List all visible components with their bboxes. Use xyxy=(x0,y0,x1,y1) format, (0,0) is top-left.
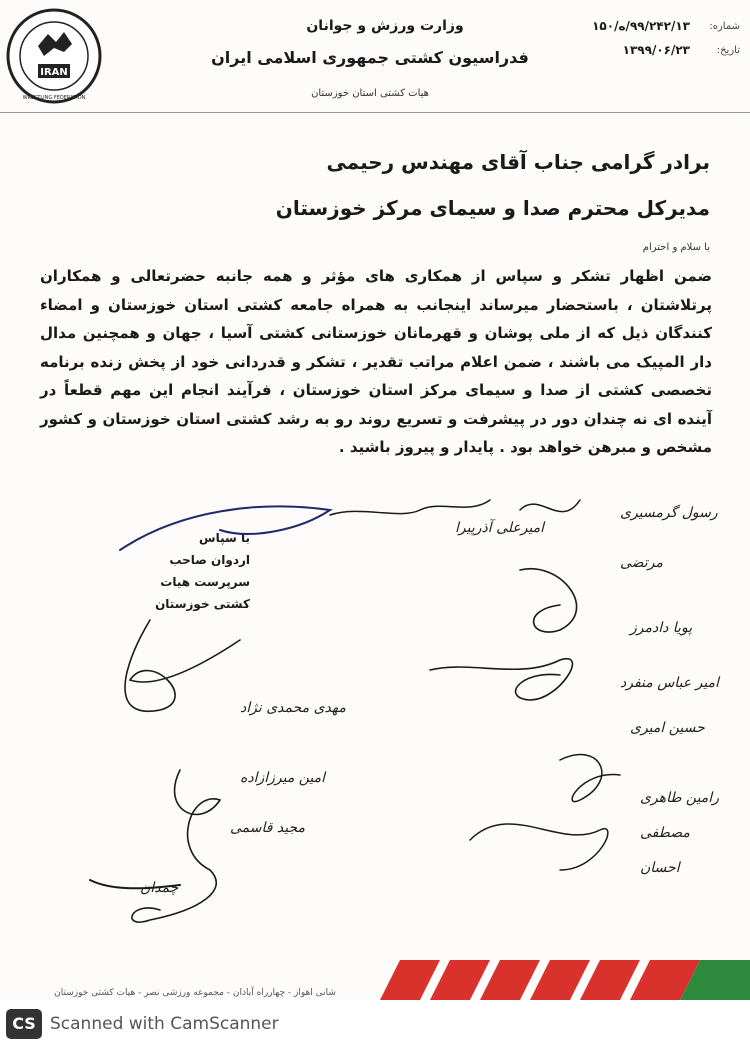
signature-label-10: چمدان xyxy=(140,880,179,896)
recipient-line-2: مدیرکل محترم صدا و سیمای مرکز خوزستان xyxy=(275,196,710,220)
sender-title: سرپرست هیات کشتی خوزستان xyxy=(155,575,250,611)
footer-address: شانی اهواز - چهارراه آبادان - مجموعه ورزشی نصر - هیات کشتی خوزستان xyxy=(54,988,336,998)
sender-closing: با سپاس xyxy=(199,531,250,545)
ministry-name: وزارت ورزش و جوانان xyxy=(306,18,464,34)
signature-label-11: مصطفی xyxy=(640,825,690,841)
signature-label-1: رسول گرمسیری xyxy=(620,505,718,521)
signature-label-7: امین میرزازاده xyxy=(240,770,326,786)
number-label: شماره: xyxy=(709,20,740,32)
signature-label-5: حسین امیری xyxy=(630,720,705,736)
federation-name: فدراسیون کشتی جمهوری اسلامی ایران xyxy=(211,48,529,67)
camscanner-label: Scanned with CamScanner xyxy=(50,1013,279,1034)
signature-label-8: مجید قاسمی xyxy=(230,820,306,836)
date-label: تاریخ: xyxy=(716,44,740,56)
greeting: با سلام و احترام xyxy=(642,242,710,253)
signature-label-4: امیر عباس منفرد xyxy=(620,675,719,691)
recipient-line-1: برادر گرامی جناب آقای مهندس رحیمی xyxy=(326,150,710,174)
number-row xyxy=(520,14,740,38)
letter-number: ۹۹/۲۴۲/۱۳/ه/۱۵۰ xyxy=(592,19,690,33)
signature-label-13: امیرعلی آذرپیرا xyxy=(455,520,545,536)
header-divider xyxy=(0,112,750,113)
signature-label-2: مرتضی xyxy=(620,555,663,571)
signature-label-9: رامین طاهری xyxy=(640,790,719,806)
logo-text: IRAN xyxy=(40,67,68,78)
letter-body: ضمن اظهار تشکر و سپاس از همکاری های مؤثر و همه جانبه حضرتعالی و همکاران پرتلاشتان ، باستحضار میرساند اینجانب به همراه جامعه کشتی استان خوزستان و امضاء کنندگان ذیل که از ملی پوشان و قهرمانان خوزستانی کشتی آسیا ، جهان و همچنین مدال دار المپیک می باشند ، ضمن اعلام مراتب تقدیر ، تشکر و قدردانی خود از پخش زنده برنامه تخصصی کشتی از صدا و سیمای مرکز استان خوزستان ، فرآیند انجام این مهم قطعاً در آینده ای نه چندان دور در پیشرفت و تسریع روند رو به رشد کشتی استان خوزستان و کشور مشخص و مبرهن خواهد بود . پایدار و پیروز باشید . xyxy=(40,267,712,456)
board-name: هیات کشتی استان خوزستان xyxy=(311,88,429,99)
camscanner-icon: CS xyxy=(6,1009,42,1039)
wrestling-federation-logo xyxy=(4,6,104,106)
signature-label-3: پویا دادمرز xyxy=(630,620,693,636)
reference-block xyxy=(520,14,740,62)
signature-label-6: مهدی محمدی نژاد xyxy=(240,700,346,716)
signature-label-12: احسان xyxy=(640,860,680,876)
camscanner-watermark xyxy=(0,1000,750,1047)
sender-name: اردوان صاحب xyxy=(169,553,250,567)
signature-scribbles xyxy=(0,470,750,960)
letter-date: ۱۳۹۹/۰۶/۲۳ xyxy=(622,43,690,57)
date-row xyxy=(520,38,740,62)
logo-ring-text: WRESTLING FEDERATION xyxy=(22,95,86,101)
